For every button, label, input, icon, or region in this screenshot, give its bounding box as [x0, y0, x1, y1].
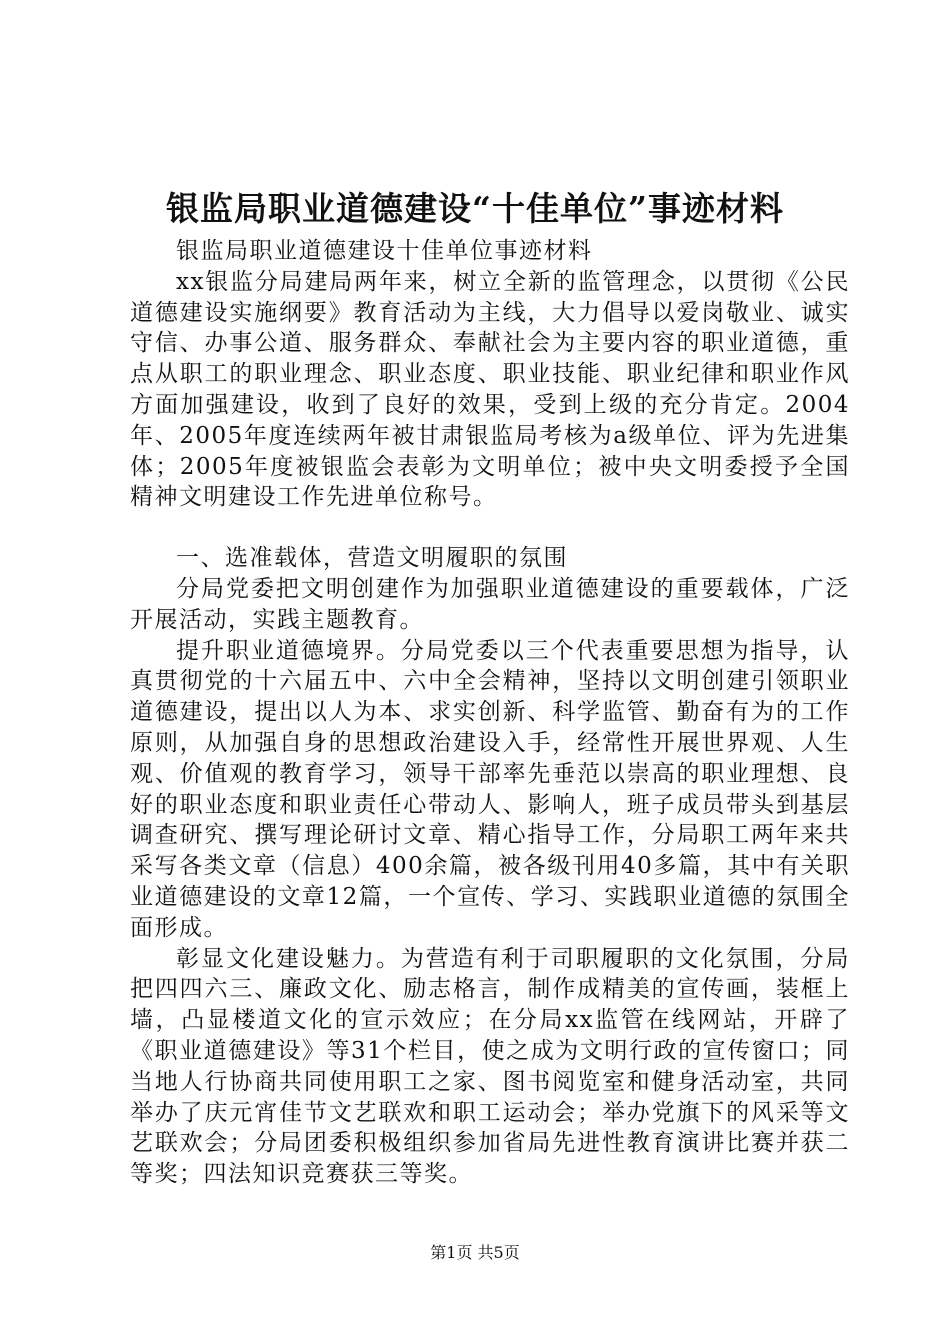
body-paragraph: 彰显文化建设魅力。为营造有利于司职履职的文化氛围，分局把四四六三、廉政文化、励志格言，制作成精美的宣传画，装框上墙，凸显楼道文化的宣示效应；在分局xx监管在线网站，开辟了《职业道德建设》等31个栏目，使之成为文明行政的宣传窗口；同当地人行协商共同使用职工之家、图书阅览室和健身活动室，共同举办了庆元宵佳节文艺联欢和职工运动会；举办党旗下的风采等文艺联欢会；分局团委积极组织参加省局先进性教育演讲比赛并获二等奖；四法知识竞赛获三等奖。 — [130, 945, 850, 1188]
intro-paragraph: xx银监分局建局两年来，树立全新的监管理念，以贯彻《公民道德建设实施纲要》教育活动为主线，大力倡导以爱岗敬业、诚实守信、办事公道、服务群众、奉献社会为主要内容的职业道德，重点从职工的职业理念、职业态度、职业技能、职业纪律和职业作风方面加强建设，收到了良好的效果，受到上级的充分肯定。2004年、2005年度连续两年被甘肃银监局考核为a级单位、评为先进集体；2005年度被银监会表彰为文明单位；被中央文明委授予全国精神文明建设工作先进单位称号。 — [130, 268, 850, 511]
subtitle-paragraph: 银监局职业道德建设十佳单位事迹材料 — [176, 238, 593, 264]
document-title: 银监局职业道德建设“十佳单位”事迹材料 — [166, 189, 784, 228]
body-paragraph: 提升职业道德境界。分局党委以三个代表重要思想为指导，认真贯彻党的十六届五中、六中全会精神，坚持以文明创建引领职业道德建设，提出以人为本、求实创新、科学监管、勤奋有为的工作原则，从加强自身的思想政治建设入手，经常性开展世界观、人生观、价值观的教育学习，领导干部率先垂范以崇高的职业理想、良好的职业态度和职业责任心带动人、影响人，班子成员带头到基层调查研究、撰写理论研讨文章、精心指导工作，分局职工两年来共采写各类文章（信息）400余篇，被各级刊用40多篇，其中有关职业道德建设的文章12篇，一个宣传、学习、实践职业道德的氛围全面形成。 — [130, 637, 850, 941]
document-body — [130, 236, 850, 1190]
body-paragraph: 分局党委把文明创建作为加强职业道德建设的重要载体，广泛开展活动，实践主题教育。 — [130, 575, 850, 633]
page-number-footer: 第1页 共5页 — [430, 1243, 520, 1262]
section-heading: 一、选准载体，营造文明履职的氛围 — [176, 545, 568, 572]
